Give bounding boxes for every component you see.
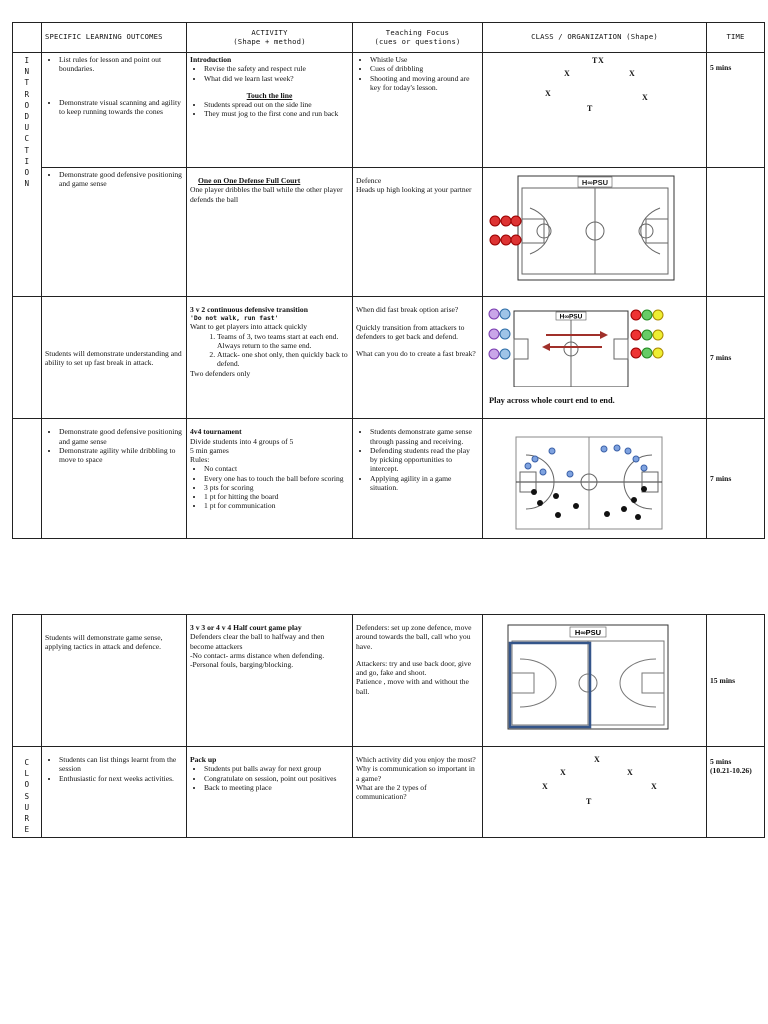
court-diagram-tournament: [486, 425, 702, 533]
list-item: • Revise the safety and respect rule: [204, 64, 349, 73]
activity-text: Two defenders only: [190, 368, 251, 378]
player-faces-red: [490, 216, 521, 245]
list-item: • Defending students read the play by picking opportunities to intercept.: [370, 446, 479, 474]
outcomes-cell: [42, 615, 187, 747]
student-mark: X: [564, 69, 570, 78]
activity-subtitle: Touch the line: [246, 90, 293, 100]
table-row: [13, 419, 765, 539]
diagram-note: Play across whole court end to end.: [489, 395, 615, 405]
student-mark: X: [642, 93, 648, 102]
outcomes-list: [45, 55, 183, 74]
list-item: • Whistle Use: [370, 55, 479, 64]
side-letter: U: [24, 802, 30, 812]
student-mark: X: [545, 89, 551, 98]
list-item: • Demonstrate agility while dribbling to move to space: [59, 446, 183, 465]
list-item: • Every one has to touch the ball before scoring: [204, 474, 349, 483]
time-value: 5 mins: [710, 757, 732, 766]
side-letter: I: [24, 56, 30, 65]
court-logo: H∞PSU: [559, 313, 583, 321]
outcomes-list: [45, 170, 183, 189]
outcomes-text: Students will demonstrate game sense, applying tactics in attack and defence.: [45, 633, 163, 652]
activity-cell: [187, 419, 353, 539]
side-letter: I: [24, 156, 30, 166]
focus-line: Why is communication so important in a game?: [356, 764, 475, 783]
lesson-plan-table-1: [12, 22, 765, 539]
list-item: 1. Teams of 3, two teams start at each end. Always return to the same end.: [217, 332, 349, 351]
outcomes-cell: [42, 53, 187, 168]
organization-cell: [483, 747, 707, 838]
time-cell: [707, 747, 765, 838]
table-row: [13, 297, 765, 419]
side-letter: R: [24, 89, 30, 99]
activity-cell: [187, 168, 353, 297]
court-diagram-full: [486, 174, 702, 292]
focus-text: Patience , move with and without the ball.: [356, 677, 469, 696]
activity-title: One on One Defense Full Court: [198, 176, 301, 185]
organization-cell: [483, 419, 707, 539]
time-range: (10.21-10.26): [710, 766, 752, 776]
side-label-introduction: [13, 53, 42, 297]
organization-cell: [483, 297, 707, 419]
outcomes-list: [45, 98, 183, 117]
activity-title: 3 v 2 continuous defensive transition: [190, 305, 308, 315]
side-letter: O: [24, 168, 30, 178]
outcomes-cell: [42, 297, 187, 419]
lesson-plan-table-2: [12, 614, 765, 838]
side-letter: R: [24, 814, 30, 824]
header-activity: [187, 23, 353, 53]
focus-text: Defence: [356, 176, 382, 185]
time-cell: 7 mins: [707, 419, 765, 539]
focus-list: [356, 427, 479, 492]
activity-line: 5 min games: [190, 445, 229, 455]
side-letter: D: [24, 112, 30, 122]
activity-line: Divide students into 4 groups of 5: [190, 436, 294, 446]
outcomes-list: [45, 427, 183, 464]
side-letter: E: [24, 825, 30, 835]
activity-list: [190, 64, 349, 83]
list-item: • Enthusiastic for next weeks activities.: [59, 774, 183, 783]
side-letter: C: [24, 758, 30, 767]
focus-cell: [353, 615, 483, 747]
activity-cell: [187, 297, 353, 419]
focus-lines: [356, 755, 479, 801]
focus-text: Heads up high looking at your partner: [356, 185, 472, 195]
header-empty: [13, 23, 42, 53]
header-org: CLASS / ORGANIZATION (Shape): [483, 23, 707, 53]
focus-line: What are the 2 types of communication?: [356, 782, 427, 801]
list-item: • List rules for lesson and point out boundaries.: [59, 55, 183, 74]
activity-line: -Personal fouls, barging/blocking.: [190, 660, 294, 669]
side-letter: O: [24, 100, 30, 110]
list-item: • Students can list things learnt from the session: [59, 755, 183, 774]
activity-handwritten: 'Do not walk, run fast': [190, 313, 279, 322]
focus-line: Which activity did you enjoy the most?: [356, 755, 476, 764]
student-mark: X: [594, 755, 600, 764]
time-cell: 5 mins: [707, 53, 765, 168]
outcomes-cell: [42, 419, 187, 539]
header-row: [13, 23, 765, 53]
activity-text: Want to get players into attack quickly: [190, 322, 308, 332]
activity-lines: [190, 437, 349, 465]
focus-cell: [353, 747, 483, 838]
organization-cell: [483, 615, 707, 747]
focus-cell: [353, 53, 483, 168]
side-cell: [13, 419, 42, 539]
list-item: • Demonstrate visual scanning and agility to keep running towards the cones: [59, 98, 183, 117]
list-item: • 1 pt for communication: [204, 501, 349, 510]
organization-cell: [483, 168, 707, 297]
list-item: • Demonstrate good defensive positioning and game sense: [59, 427, 183, 446]
activity-title: 3 v 3 or 4 v 4 Half court game play: [190, 623, 302, 632]
student-mark: X: [598, 56, 604, 65]
side-letter: N: [24, 179, 30, 189]
header-outcomes: SPECIFIC LEARNING OUTCOMES: [42, 23, 187, 53]
formation-diagram: [486, 55, 703, 165]
list-item: • 3 pts for scoring: [204, 483, 349, 492]
list-item: • Students spread out on the side line: [204, 100, 349, 109]
focus-text: Attackers: try and use back door, give and go, fake and shoot.: [356, 658, 472, 677]
focus-cell: [353, 419, 483, 539]
court-logo: H∞PSU: [581, 178, 609, 187]
side-letter: L: [24, 769, 30, 779]
header-activity-label: ACTIVITY: [251, 27, 288, 37]
outcomes-list: [45, 755, 183, 783]
table-row: [13, 168, 765, 297]
list-item: • Cues of dribbling: [370, 64, 479, 73]
focus-text: Defenders: set up zone defence, move around towards the ball, call who you have.: [356, 623, 472, 651]
side-letter: T: [24, 78, 30, 88]
header-activity-sub: (Shape + method): [233, 36, 306, 46]
activity-cell: [187, 53, 353, 168]
list-item: • Shooting and moving around are key for today's lesson.: [370, 74, 479, 93]
student-mark: X: [629, 69, 635, 78]
header-focus-sub: (cues or questions): [374, 36, 461, 46]
header-focus: [353, 23, 483, 53]
student-mark: X: [542, 782, 548, 791]
focus-cell: [353, 297, 483, 419]
activity-text: One player dribbles the ball while the other player defends the ball: [190, 185, 343, 204]
activity-list: [190, 100, 349, 119]
activity-line: Defenders clear the ball to halfway and then become attackers: [190, 632, 325, 651]
activity-title: Pack up: [190, 755, 217, 764]
side-letter: S: [24, 791, 30, 801]
side-letter: N: [24, 67, 30, 77]
time-cell: [707, 168, 765, 297]
list-item: • 1 pt for hitting the board: [204, 492, 349, 501]
activity-list: [190, 464, 349, 510]
header-focus-label: Teaching Focus: [385, 27, 450, 37]
outcomes-cell: [42, 168, 187, 297]
activity-list: [190, 764, 349, 792]
list-item: • Congratulate on session, point out positives: [204, 774, 349, 783]
organization-cell: [483, 53, 707, 168]
side-label-closure: [13, 747, 42, 838]
side-letter: T: [24, 145, 30, 155]
focus-list: [356, 55, 479, 92]
list-item: • They must jog to the first cone and run back: [204, 109, 349, 118]
outcomes-cell: [42, 747, 187, 838]
list-item: • What did we learn last week?: [204, 74, 349, 83]
activity-cell: [187, 747, 353, 838]
teacher-mark: T: [592, 56, 598, 65]
activity-title: Introduction: [190, 55, 232, 64]
outcomes-text: Students will demonstrate understanding and ability to set up fast break in attack.: [45, 348, 182, 367]
list-item: • No contact: [204, 464, 349, 473]
formation-diagram: [486, 749, 703, 829]
teacher-mark: T: [587, 104, 593, 113]
activity-line: Rules:: [190, 455, 210, 464]
table-row: [13, 53, 765, 168]
time-cell: 15 mins: [707, 615, 765, 747]
focus-text: When did fast break option arise?: [356, 305, 459, 315]
court-logo: H∞PSU: [574, 628, 602, 637]
activity-lines: [190, 632, 349, 669]
court-diagram-transition: [486, 303, 702, 387]
activity-numbered-list: [190, 332, 349, 369]
list-item: • Students demonstrate game sense through passing and receiving.: [370, 427, 479, 446]
activity-title: 4v4 tournament: [190, 427, 242, 437]
list-item: • Students put balls away for next group: [204, 764, 349, 773]
focus-text: What can you do to create a fast break?: [356, 349, 476, 358]
time-cell: 7 mins: [707, 297, 765, 419]
side-cell: [13, 615, 42, 747]
table-row: [13, 747, 765, 838]
focus-cell: [353, 168, 483, 297]
header-time: TIME: [707, 23, 765, 53]
court-diagram-half: [486, 621, 702, 733]
student-mark: X: [560, 768, 566, 777]
list-item: • Applying agility in a game situation.: [370, 474, 479, 493]
activity-line: -No contact- arms distance when defending.: [190, 650, 325, 660]
focus-text: Quickly transition from attackers to defenders to get back and defend.: [356, 322, 465, 341]
side-cell: [13, 297, 42, 419]
side-letter: U: [24, 123, 30, 133]
table-row: [13, 615, 765, 747]
list-item: • Demonstrate good defensive positioning and game sense: [59, 170, 183, 189]
teacher-mark: T: [586, 797, 592, 806]
student-mark: X: [651, 782, 657, 791]
side-letter: O: [24, 780, 30, 790]
side-letter: C: [24, 134, 30, 144]
list-item: 2. Attack- one shot only, then quickly back to defend.: [217, 350, 349, 369]
activity-cell: [187, 615, 353, 747]
list-item: • Back to meeting place: [204, 783, 349, 792]
student-mark: X: [627, 768, 633, 777]
